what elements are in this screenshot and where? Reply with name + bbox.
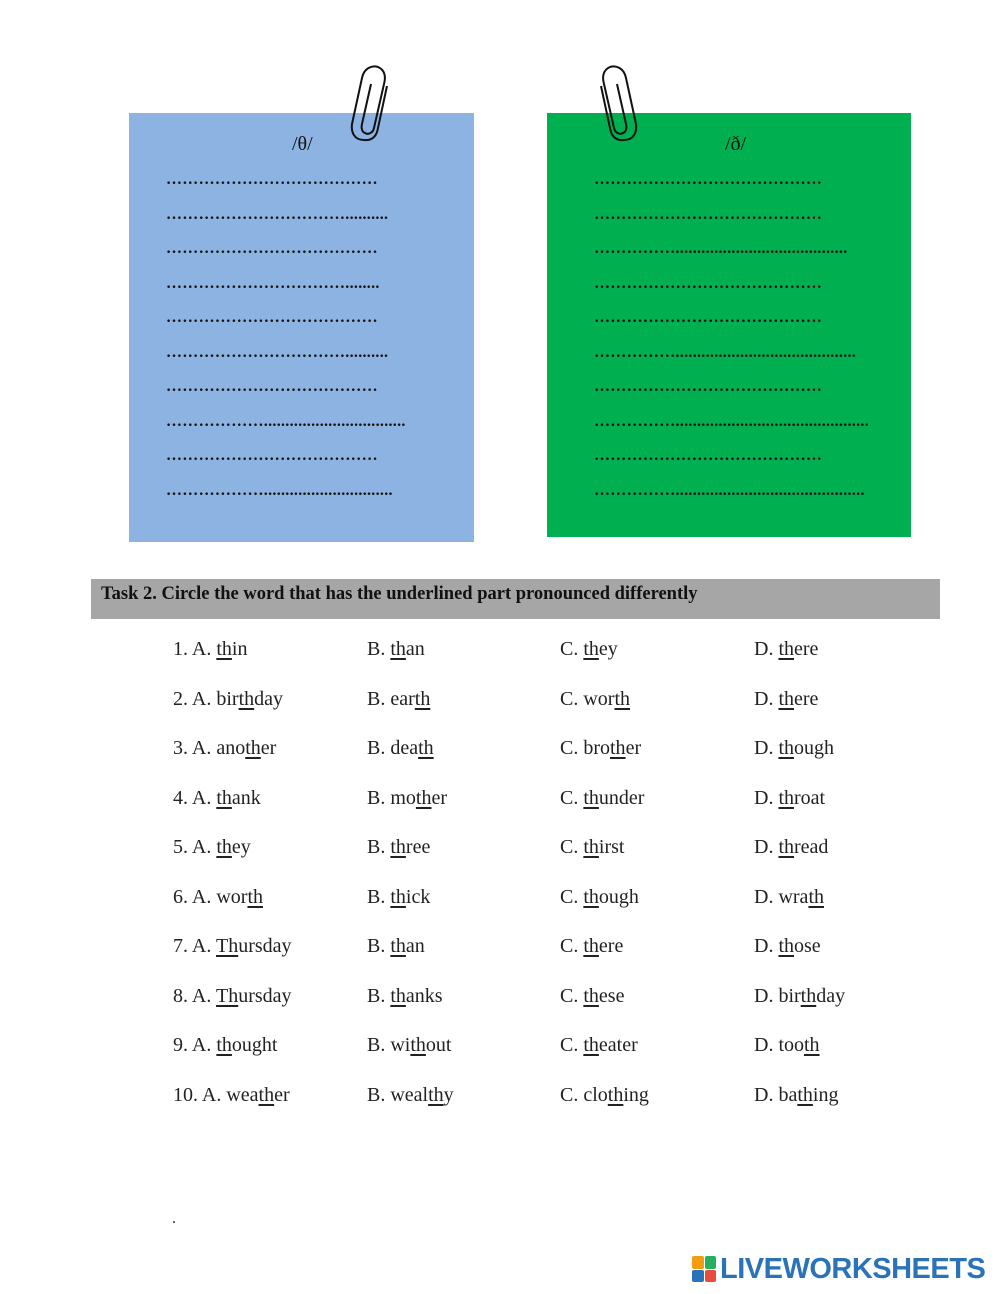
eth-answer-line[interactable]: ……………........................................ (594, 240, 848, 257)
option-a[interactable] (173, 787, 261, 810)
option-suffix: ose (794, 935, 821, 957)
underlined-part: th (390, 638, 406, 660)
option-prefix: B. wi (367, 1034, 411, 1056)
option-c[interactable] (560, 935, 623, 958)
option-suffix: anks (405, 984, 443, 1007)
question-row (0, 787, 1000, 817)
option-suffix: an (405, 638, 425, 660)
underlined-part: th (610, 737, 626, 759)
option-prefix: C. (560, 984, 584, 1007)
question-row (0, 737, 1000, 767)
option-prefix: B. ear (367, 687, 415, 710)
task2-header (91, 579, 940, 619)
option-suffix: ey (598, 638, 618, 660)
underlined-part: Th (215, 935, 239, 957)
option-c[interactable] (560, 737, 641, 760)
eth-note-card (547, 113, 911, 537)
option-a[interactable] (173, 688, 283, 711)
underlined-part: th (390, 885, 406, 908)
underlined-part: th (390, 935, 406, 957)
option-b[interactable] (367, 787, 447, 810)
eth-answer-lines (594, 171, 911, 516)
option-c[interactable] (560, 886, 639, 909)
option-prefix: C. (560, 836, 584, 858)
underlined-part: th (778, 786, 795, 809)
option-b[interactable] (367, 1034, 451, 1057)
underlined-part: Th (215, 984, 239, 1007)
option-suffix: ere (794, 638, 819, 660)
option-prefix: 3. A. ano (173, 737, 246, 759)
option-c[interactable] (560, 1034, 638, 1057)
option-suffix: ursday (238, 984, 292, 1007)
option-prefix: C. wor (560, 687, 615, 710)
option-suffix: ursday (238, 935, 292, 957)
underlined-part: th (216, 1034, 232, 1056)
liveworksheets-logo-icon (692, 1256, 716, 1282)
paperclip-icon (346, 62, 392, 146)
option-prefix: 2. A. bir (173, 687, 239, 710)
underlined-part: th (583, 638, 599, 660)
option-a[interactable] (173, 737, 276, 760)
option-d[interactable] (754, 836, 828, 859)
theta-answer-line[interactable]: ………………………………… (166, 171, 378, 188)
underlined-part: th (804, 1034, 820, 1056)
underlined-part: th (238, 687, 255, 710)
option-b[interactable] (367, 935, 425, 958)
option-prefix: B. (367, 984, 391, 1007)
option-d[interactable] (754, 787, 825, 810)
option-prefix: C. (560, 935, 584, 957)
eth-answer-line[interactable]: …………….......................................... (594, 343, 857, 361)
option-suffix: ese (598, 984, 625, 1007)
option-suffix: under (598, 786, 645, 809)
underlined-part: th (245, 737, 261, 759)
question-row (0, 985, 1000, 1015)
theta-answer-line[interactable]: …………………………….......... (166, 205, 389, 223)
theta-answer-line[interactable]: ………………................................. (166, 412, 406, 430)
option-suffix: ere (794, 687, 819, 710)
option-b[interactable] (367, 985, 443, 1008)
underlined-part: th (778, 935, 795, 957)
option-suffix: roat (794, 786, 826, 809)
option-d[interactable] (754, 935, 821, 958)
theta-answer-line[interactable]: ……………….............................. (166, 481, 393, 499)
option-suffix: ank (231, 786, 261, 809)
theta-answer-line[interactable]: …………………………….......... (166, 343, 389, 361)
option-suffix: ough (598, 885, 639, 908)
option-c[interactable] (560, 836, 624, 859)
option-prefix: 6. A. wor (173, 885, 248, 908)
underlined-part: th (414, 687, 431, 710)
underlined-part: th (808, 885, 824, 908)
option-c[interactable] (560, 1084, 649, 1107)
eth-answer-line[interactable]: …………………………………… (594, 171, 823, 188)
option-d[interactable] (754, 985, 845, 1008)
liveworksheets-brand: LIVEWORKSHEETS (720, 1252, 986, 1285)
underlined-part: th (216, 836, 232, 858)
option-prefix: 9. A. (173, 1034, 217, 1056)
option-suffix: er (274, 1083, 290, 1106)
option-b[interactable] (367, 836, 430, 859)
underlined-part: th (258, 1083, 275, 1106)
option-suffix: ought (231, 1034, 278, 1056)
eth-answer-line[interactable]: …………………………………… (594, 274, 823, 292)
option-prefix: B. dea (367, 737, 419, 759)
underlined-part: th (216, 638, 232, 660)
underlined-part: th (428, 1083, 444, 1106)
theta-answer-line[interactable]: ………………………………… (166, 240, 378, 257)
question-row (0, 886, 1000, 916)
option-suffix: out (425, 1034, 452, 1056)
option-suffix: read (794, 836, 829, 858)
option-suffix: er (625, 737, 642, 759)
option-prefix: C. clo (560, 1083, 608, 1106)
option-c[interactable] (560, 787, 644, 810)
underlined-part: th (778, 638, 795, 660)
option-suffix: an (405, 935, 425, 957)
option-d[interactable] (754, 638, 818, 661)
option-d[interactable] (754, 1084, 838, 1107)
underlined-part: th (614, 687, 631, 710)
option-suffix: ing (812, 1083, 839, 1106)
option-prefix: 10. A. wea (173, 1083, 259, 1106)
underlined-part: th (800, 984, 817, 1007)
option-b[interactable] (367, 1084, 454, 1107)
option-suffix: er (260, 737, 277, 759)
option-prefix: C. (560, 786, 584, 809)
option-suffix: ick (405, 885, 431, 908)
underlined-part: th (778, 687, 795, 710)
underlined-part: th (607, 1083, 624, 1106)
underlined-part: th (390, 836, 406, 858)
option-d[interactable] (754, 1034, 820, 1057)
option-b[interactable] (367, 886, 430, 909)
eth-answer-line[interactable]: ……………............................................ (594, 481, 865, 499)
eth-answer-line[interactable]: ……………............................................. (594, 412, 869, 430)
question-row (0, 1084, 1000, 1114)
underlined-part: th (583, 885, 599, 908)
underlined-part: th (410, 1034, 426, 1056)
option-prefix: B. (367, 885, 391, 908)
theta-answer-line[interactable]: ………………………………… (166, 309, 378, 326)
option-b[interactable] (367, 638, 425, 661)
option-prefix: 5. A. (173, 836, 217, 858)
theta-answer-line[interactable]: ………………………………… (166, 447, 378, 464)
option-suffix: day (816, 984, 846, 1007)
underlined-part: th (797, 1083, 813, 1106)
option-suffix: ere (598, 935, 624, 957)
question-row (0, 935, 1000, 965)
underlined-part: th (390, 984, 406, 1007)
theta-answer-line[interactable]: ………………………………… (166, 378, 378, 395)
question-row (0, 836, 1000, 866)
option-suffix: ing (623, 1083, 649, 1106)
theta-answer-lines (166, 171, 474, 516)
option-prefix: 1. A. (173, 638, 217, 660)
question-row (0, 638, 1000, 668)
option-d[interactable] (754, 886, 824, 909)
underlined-part: th (247, 885, 264, 908)
option-suffix: day (254, 687, 284, 710)
theta-note-card (129, 113, 474, 542)
underlined-part: th (583, 984, 599, 1007)
option-suffix: ey (231, 836, 251, 858)
option-a[interactable] (173, 935, 292, 958)
option-prefix: 7. A. (173, 935, 216, 957)
option-prefix: D. bir (754, 984, 801, 1007)
option-prefix: 8. A. (173, 984, 216, 1007)
option-prefix: D. (754, 737, 779, 759)
option-prefix: C. (560, 638, 584, 660)
liveworksheets-logo (692, 1252, 985, 1286)
eth-answer-line[interactable]: …………………………………… (594, 309, 823, 326)
underlined-part: th (583, 935, 599, 957)
underlined-part: th (778, 836, 795, 858)
option-a[interactable] (173, 985, 292, 1008)
question-row (0, 1034, 1000, 1064)
eth-answer-line[interactable]: …………………………………… (594, 447, 823, 464)
eth-answer-line[interactable]: …………………………………… (594, 378, 823, 395)
option-prefix: B. weal (367, 1083, 429, 1106)
option-suffix: in (231, 638, 248, 660)
option-prefix: D. (754, 638, 779, 660)
option-a[interactable] (173, 836, 251, 859)
underlined-part: th (583, 1034, 599, 1056)
option-prefix: D. (754, 786, 779, 809)
option-prefix: D. (754, 836, 779, 858)
option-b[interactable] (367, 737, 434, 760)
option-a[interactable] (173, 1034, 277, 1057)
option-c[interactable] (560, 985, 624, 1008)
underlined-part: th (216, 786, 232, 809)
task2-title: Task 2. Circle the word that has the underlined part pronounced differently (101, 584, 698, 604)
option-prefix: D. wra (754, 885, 809, 908)
option-a[interactable] (173, 886, 263, 909)
option-prefix: C. bro (560, 737, 610, 759)
option-c[interactable] (560, 638, 618, 661)
option-prefix: C. (560, 885, 584, 908)
option-prefix: B. (367, 935, 391, 957)
option-a[interactable] (173, 638, 247, 661)
option-prefix: D. (754, 935, 779, 957)
option-suffix: y (443, 1083, 454, 1106)
option-prefix: 4. A. (173, 786, 217, 809)
option-c[interactable] (560, 688, 630, 711)
option-prefix: B. (367, 638, 391, 660)
question-row (0, 688, 1000, 718)
option-prefix: B. (367, 836, 391, 858)
underlined-part: th (415, 786, 432, 809)
option-prefix: C. (560, 1034, 584, 1056)
option-suffix: er (431, 786, 448, 809)
option-d[interactable] (754, 737, 834, 760)
option-prefix: D. too (754, 1034, 804, 1056)
underlined-part: th (418, 737, 434, 759)
option-suffix: eater (598, 1034, 638, 1056)
option-b[interactable] (367, 688, 430, 711)
paperclip-icon (596, 62, 642, 146)
option-suffix: irst (598, 836, 625, 858)
eth-symbol: /ð/ (725, 133, 747, 155)
footer-dot: . (172, 1210, 176, 1227)
option-prefix: D. ba (754, 1083, 798, 1106)
theta-symbol: /θ/ (292, 133, 313, 155)
option-prefix: B. mo (367, 786, 416, 809)
option-d[interactable] (754, 688, 818, 711)
underlined-part: th (583, 836, 599, 858)
option-a[interactable] (173, 1084, 290, 1107)
underlined-part: th (778, 737, 795, 759)
eth-answer-line[interactable]: …………………………………… (594, 205, 823, 223)
option-prefix: D. (754, 687, 779, 710)
underlined-part: th (583, 786, 599, 809)
option-suffix: ree (405, 836, 431, 858)
theta-answer-line[interactable]: ……………………………........ (166, 274, 380, 292)
option-suffix: ough (794, 737, 835, 759)
